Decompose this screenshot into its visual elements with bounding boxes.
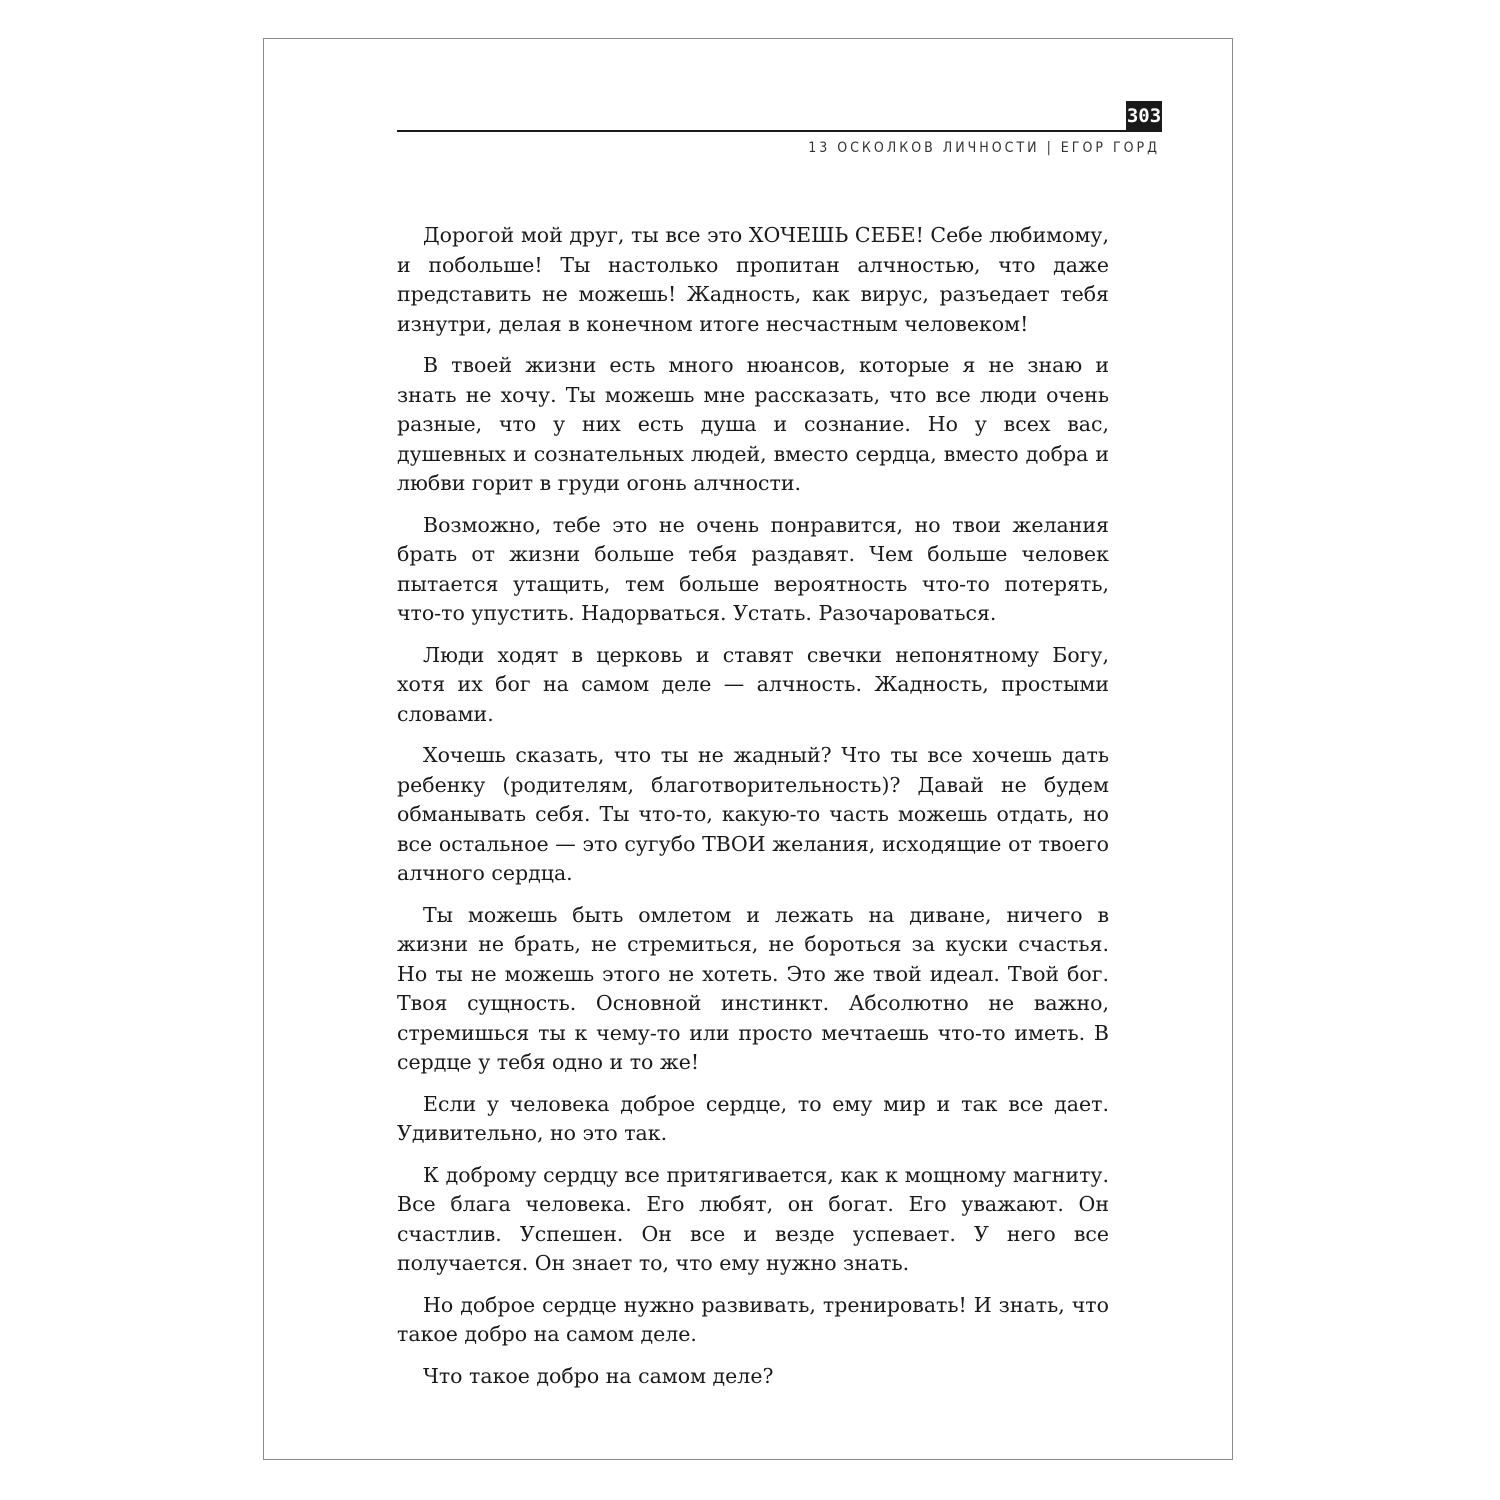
- paragraph: Если у человека доброе сердце, то ему мир и так все дает. Удивительно, но это так.: [397, 1091, 1109, 1145]
- body-text: [397, 221, 1109, 1403]
- paragraph: Дорогой мой друг, ты все это ХОЧЕШЬ СЕБЕ! Себе любимому, и побольше! Ты настолько пропитан алчностью, что даже представить не можешь! Жадность, как вирус, разъедает тебя изнутри, делая в конечном итоге несчастным человеком!: [397, 223, 1109, 336]
- paragraph: Но доброе сердце нужно развивать, тренировать! И знать, что такое добро на самом деле.: [397, 1292, 1109, 1346]
- paragraph: К доброму сердцу все притягивается, как к мощному магниту. Все блага человека. Его любят, он богат. Его уважают. Он счастлив. Успешен. Он все и везде успевает. У него все получается. Он знает то, что ему нужно знать.: [397, 1162, 1109, 1275]
- page-number: 303: [1126, 101, 1162, 131]
- paragraph: В твоей жизни есть много нюансов, которые я не знаю и знать не хочу. Ты можешь мне рассказать, что все люди очень разные, что у них есть душа и сознание. Но у всех вас, душевных и сознательных людей, вместо сердца, вместо добра и любви горит в груди огонь алчности.: [397, 353, 1109, 495]
- paragraph: Люди ходят в церковь и ставят свечки непонятному Богу, хотя их бог на самом деле — алчность. Жадность, простыми словами.: [397, 642, 1109, 726]
- paragraph: Что такое добро на самом деле?: [423, 1363, 774, 1388]
- header-rule: [397, 130, 1162, 132]
- paragraph: Возможно, тебе это не очень понравится, но твои желания брать от жизни больше тебя раздавят. Чем больше человек пытается утащить, тем больше вероятность что-то потерять, что-то упустить. Надорваться. Устать. Разочароваться.: [397, 512, 1109, 625]
- paragraph: Ты можешь быть омлетом и лежать на диване, ничего в жизни не брать, не стремиться, не бороться за куски счастья. Но ты не можешь этого не хотеть. Это же твой идеал. Твой бог. Твоя сущность. Основной инстинкт. Абсолютно не важно, стремишься ты к чему-то или просто мечтаешь что-то иметь. В сердце у тебя одно и то же!: [397, 902, 1109, 1074]
- paragraph: Хочешь сказать, что ты не жадный? Что ты все хочешь дать ребенку (родителям, благотворительность)? Давай не будем обманывать себя. Ты что-то, какую-то часть можешь отдать, но все остальное — это сугубо ТВОИ желания, исходящие от твоего алчного сердца.: [397, 743, 1109, 885]
- running-head: 13 ОСКОЛКОВ ЛИЧНОСТИ | ЕГОР ГОРД: [808, 140, 1160, 156]
- book-page: [263, 38, 1233, 1460]
